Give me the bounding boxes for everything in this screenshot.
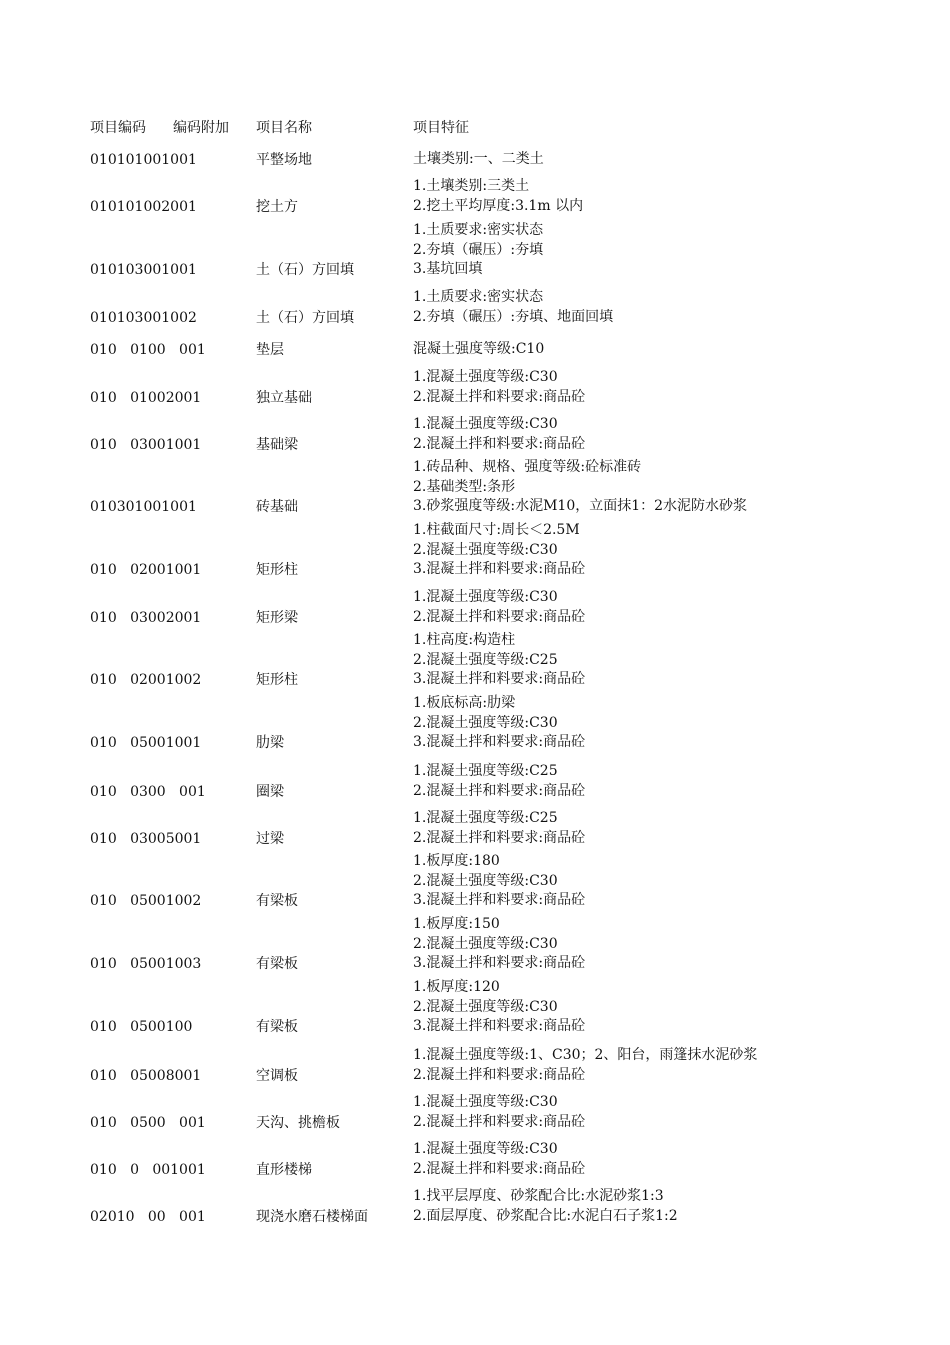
row-name: 砖基础 [256,499,298,515]
header-features: 项目特征 [413,120,469,136]
row-code: 010103001002 [90,309,197,326]
row-features [413,177,583,216]
header-addon: 编码附加 [173,120,229,136]
row-name: 有梁板 [256,956,298,972]
row-code: 010 0300 001 [90,783,206,800]
feature-line: 1.柱高度:构造柱 [413,632,516,648]
feature-line: 2.面层厚度、砂浆配合比:水泥白石子浆1:2 [413,1207,678,1224]
feature-line: 3.混凝土拌和料要求:商品砼 [413,1018,586,1034]
row-code: 02010 00 001 [90,1208,206,1225]
feature-line: 1.柱截面尺寸:周长＜2.5M [413,522,580,538]
row-code: 010 0500100 [90,1019,193,1035]
feature-line: 2.混凝土拌和料要求:商品砼 [413,1066,586,1083]
row-name: 矩形梁 [256,609,298,626]
feature-line: 1.板厚度:180 [413,853,500,869]
feature-line: 1.混凝土强度等级:C30 [413,589,558,605]
feature-line: 1.混凝土强度等级:C30 [413,1094,558,1110]
row-name: 直形楼梯 [256,1161,312,1178]
feature-line: 2.混凝土拌和料要求:商品砼 [413,1113,586,1130]
row-name: 有梁板 [256,1019,298,1035]
feature-line: 1.土质要求:密实状态 [413,289,544,305]
row-name: 肋梁 [256,735,284,751]
row-features [413,340,544,360]
row-name: 土（石）方回填 [256,309,354,326]
row-name: 独立基础 [256,389,312,406]
feature-line: 3.基坑回填 [413,261,483,277]
feature-line: 1.混凝土强度等级:C30 [413,1141,558,1157]
feature-line: 1.土壤类别:三类土 [413,178,530,194]
row-features [413,762,585,801]
row-features [413,415,585,454]
feature-line: 2.混凝土拌和料要求:商品砼 [413,1160,586,1177]
feature-line: 1.板厚度:120 [413,979,500,995]
row-code: 010 02001001 [90,562,202,578]
row-name: 矩形柱 [256,672,298,688]
feature-line: 2.挖土平均厚度:3.1m 以内 [413,197,584,214]
row-code: 010 0100 001 [90,342,206,358]
row-code: 010 05001003 [90,956,202,972]
feature-line: 2.混凝土拌和料要求:商品砼 [413,829,586,846]
row-features [413,150,544,170]
row-code: 010101001001 [90,152,197,168]
row-name: 平整场地 [256,152,312,168]
row-code: 010 03001001 [90,436,202,453]
row-features [413,852,585,911]
row-name: 基础梁 [256,436,298,453]
row-features [413,1187,678,1226]
row-name: 天沟、挑檐板 [256,1114,340,1131]
row-name: 矩形柱 [256,562,298,578]
feature-line: 2.混凝土强度等级:C30 [413,541,558,558]
feature-line: 1.板底标高:肋梁 [413,695,516,711]
feature-line: 1.砖品种、规格、强度等级:砼标准砖 [413,459,642,475]
row-features [413,1140,585,1179]
feature-line: 2.混凝土拌和料要求:商品砼 [413,782,586,799]
row-code: 010 02001002 [90,672,202,688]
feature-line: 1.找平层厚度、砂浆配合比:水泥砂浆1:3 [413,1188,664,1204]
row-code: 010 05008001 [90,1067,202,1084]
feature-line: 3.砂浆强度等级:水泥M10，立面抹1：2水泥防水砂浆 [413,498,748,514]
row-features [413,1093,585,1132]
feature-line: 1.混凝土强度等级:C25 [413,763,558,779]
feature-line: 2.混凝土强度等级:C30 [413,998,558,1015]
row-code: 010 05001002 [90,893,202,909]
feature-line: 1.土质要求:密实状态 [413,222,544,238]
feature-line: 3.混凝土拌和料要求:商品砼 [413,955,586,971]
header-name: 项目名称 [256,120,312,136]
feature-line: 1.混凝土强度等级:1、C30；2、阳台，雨篷抹水泥砂浆 [413,1047,758,1063]
feature-line: 2.基础类型:条形 [413,478,516,495]
row-features [413,631,585,690]
feature-line: 1.混凝土强度等级:C25 [413,810,558,826]
feature-line: 3.混凝土拌和料要求:商品砼 [413,671,586,687]
row-code: 010103001001 [90,262,197,278]
feature-line: 1.板厚度:150 [413,916,500,932]
feature-line: 土壤类别:一、二类土 [413,151,544,167]
header-row [0,118,950,138]
row-name: 土（石）方回填 [256,262,354,278]
feature-line: 3.混凝土拌和料要求:商品砼 [413,561,586,577]
row-features [413,588,585,627]
row-code: 010 0500 001 [90,1114,206,1131]
row-name: 有梁板 [256,893,298,909]
row-features [413,694,585,753]
header-code: 项目编码 [90,120,146,136]
row-features [413,221,543,280]
row-features [413,368,585,407]
feature-line: 2.混凝土拌和料要求:商品砼 [413,388,586,405]
row-name: 圈梁 [256,783,284,800]
row-name: 垫层 [256,342,284,358]
row-name: 挖土方 [256,198,298,215]
feature-line: 2.混凝土强度等级:C25 [413,651,558,668]
row-code: 010101002001 [90,198,197,215]
row-features [413,915,585,974]
row-name: 现浇水磨石楼梯面 [256,1208,368,1225]
feature-line: 2.混凝土强度等级:C30 [413,872,558,889]
feature-line: 2.混凝土强度等级:C30 [413,714,558,731]
feature-line: 2.混凝土强度等级:C30 [413,935,558,952]
row-name: 空调板 [256,1067,298,1084]
feature-line: 3.混凝土拌和料要求:商品砼 [413,892,586,908]
row-code: 010 03002001 [90,609,202,626]
row-code: 010301001001 [90,499,197,515]
feature-line: 2.夯填（碾压）:夯填、地面回填 [413,308,614,325]
feature-line: 2.混凝土拌和料要求:商品砼 [413,435,586,452]
feature-line: 1.混凝土强度等级:C30 [413,369,558,385]
row-code: 010 03005001 [90,830,202,847]
feature-line: 1.混凝土强度等级:C30 [413,416,558,432]
feature-line: 2.混凝土拌和料要求:商品砼 [413,608,586,625]
row-features [413,809,585,848]
row-features [413,288,613,327]
row-features [413,978,585,1037]
row-features [413,521,585,580]
row-code: 010 0 001001 [90,1161,206,1178]
feature-line: 3.混凝土拌和料要求:商品砼 [413,734,586,750]
row-features [413,1046,757,1085]
feature-line: 2.夯填（碾压）:夯填 [413,241,544,258]
row-name: 过梁 [256,830,284,847]
feature-line: 混凝土强度等级:C10 [413,341,545,357]
row-code: 010 01002001 [90,389,202,406]
row-features [413,458,747,517]
row-code: 010 05001001 [90,735,202,751]
